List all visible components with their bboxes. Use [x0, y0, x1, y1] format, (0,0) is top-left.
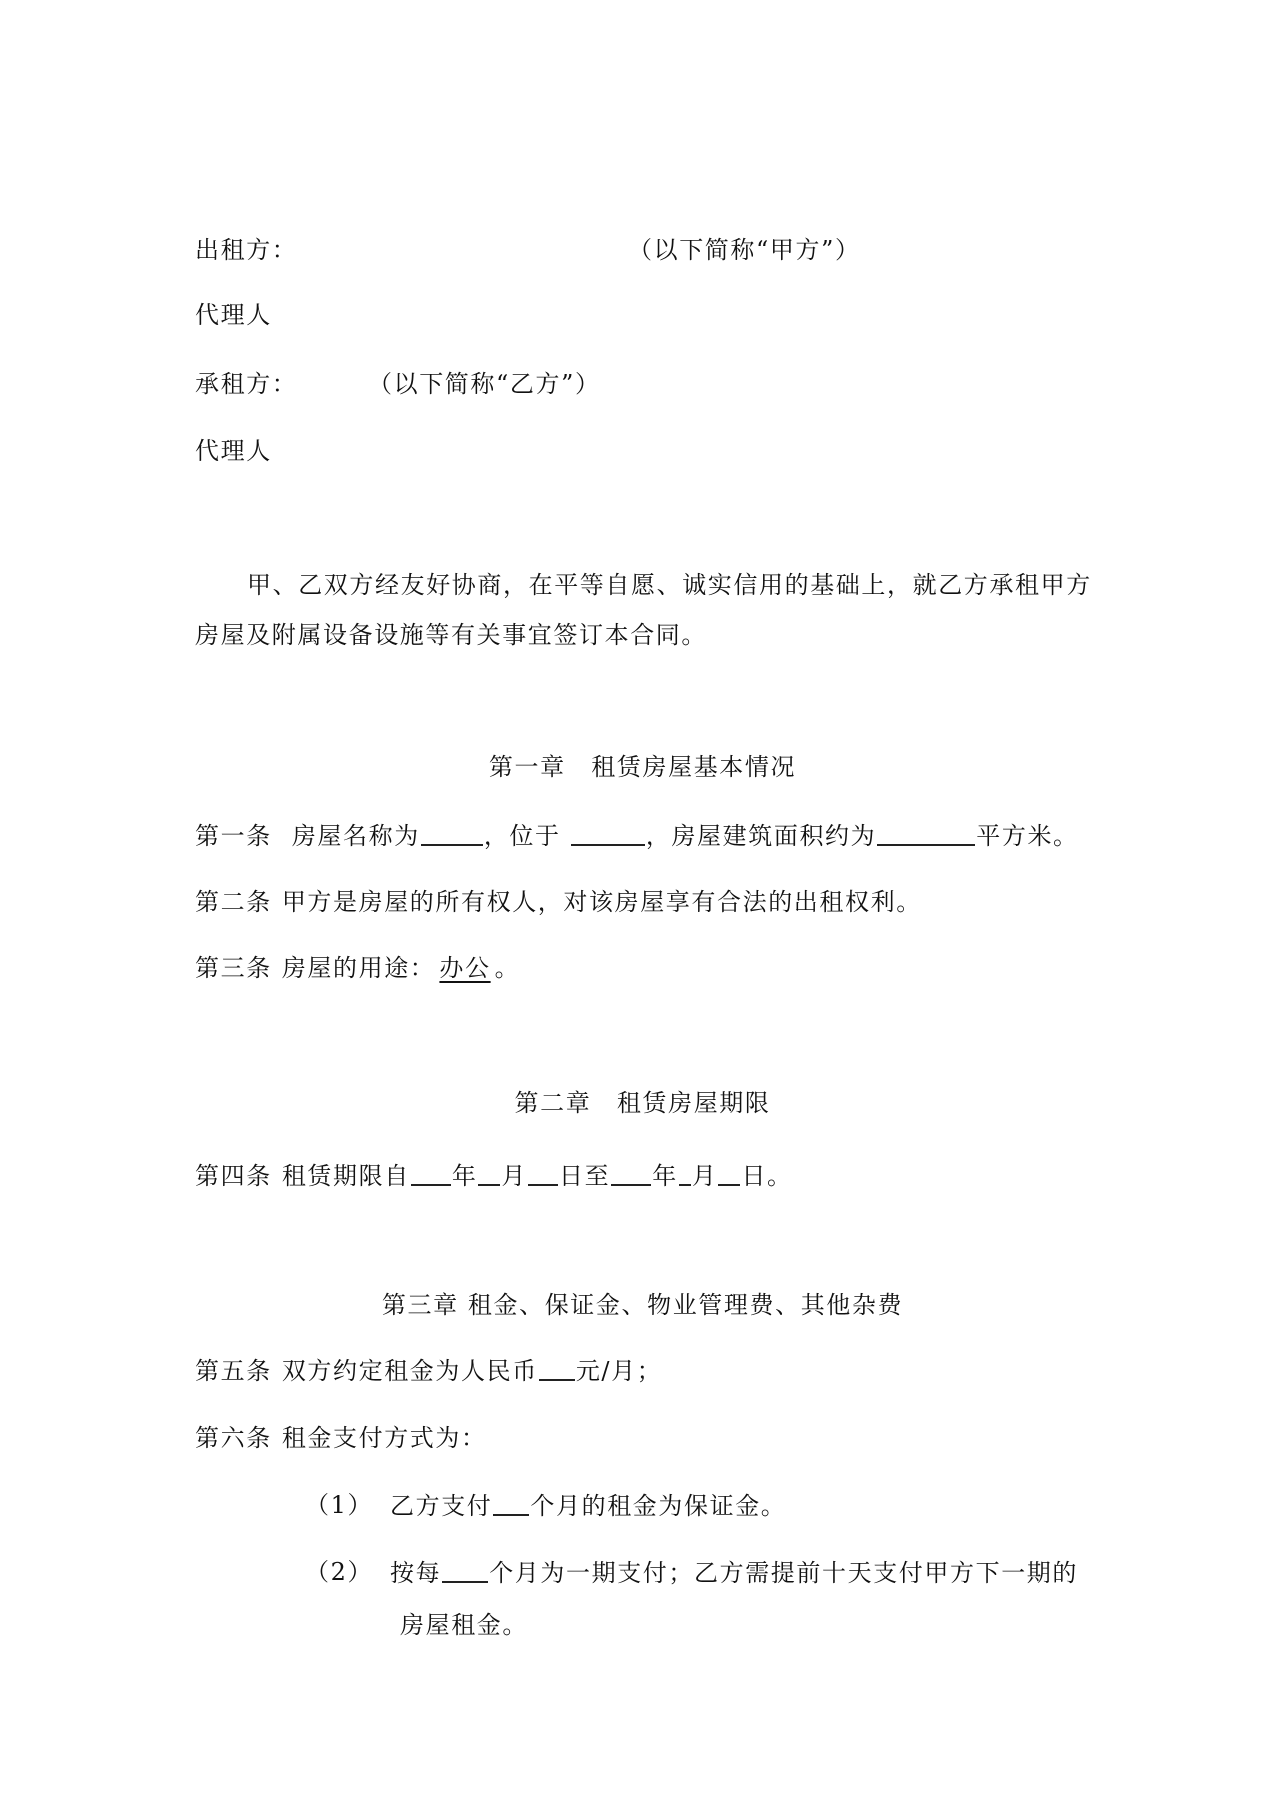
item-text: 个月的租金为保证金。	[530, 1492, 787, 1520]
article-text: 日至	[559, 1162, 611, 1190]
article-6	[195, 1423, 487, 1453]
article-text: 房屋名称为	[291, 822, 420, 850]
lessee-agent-line	[195, 436, 272, 466]
article-label: 第五条	[195, 1357, 272, 1385]
item-text: 房屋租金。	[400, 1611, 528, 1639]
article-text: 平方米。	[976, 822, 1079, 850]
article-1	[195, 820, 1079, 850]
preamble-text-2: 房屋及附属设备设施等有关事宜签订本合同。	[195, 621, 707, 649]
article-label: 第二条	[195, 888, 272, 916]
article-text: 。	[494, 954, 521, 982]
chapter-2-title	[195, 1088, 1090, 1118]
article-text: ，位于	[483, 822, 570, 850]
deposit-months-blank[interactable]	[493, 1490, 529, 1516]
start-year-blank[interactable]	[411, 1160, 451, 1186]
payment-item-1	[390, 1490, 786, 1520]
chapter-3-title-text: 第三章 租金、保证金、物业管理费、其他杂费	[381, 1291, 904, 1319]
item-number: （2）	[305, 1558, 374, 1586]
article-4	[195, 1160, 793, 1190]
payment-item-2-continuation	[400, 1610, 528, 1640]
lessor-label: 出租方：	[195, 236, 298, 264]
article-text: 月	[691, 1162, 718, 1190]
end-month-blank[interactable]	[679, 1160, 691, 1186]
lessor-alias	[628, 235, 861, 265]
preamble-line-1	[247, 570, 1092, 600]
article-text: 双方约定租金为人民币	[281, 1357, 538, 1385]
location-blank[interactable]	[571, 820, 645, 846]
lessor-agent-line	[195, 300, 272, 330]
chapter-3-title	[195, 1290, 1090, 1320]
rent-amount-blank[interactable]	[539, 1355, 575, 1381]
payment-item-2	[390, 1557, 1078, 1587]
area-blank[interactable]	[877, 820, 975, 846]
preamble-text-1: 甲、乙双方经友好协商，在平等自愿、诚实信用的基础上，就乙方承租甲方	[247, 571, 1092, 599]
house-name-blank[interactable]	[421, 820, 483, 846]
lessor-agent-label: 代理人	[195, 301, 272, 329]
start-month-blank[interactable]	[478, 1160, 500, 1186]
end-day-blank[interactable]	[718, 1160, 740, 1186]
article-label: 第三条	[195, 954, 272, 982]
article-text: ，房屋建筑面积约为	[645, 822, 877, 850]
article-label: 第一条	[195, 822, 272, 850]
lessee-agent-label: 代理人	[195, 437, 272, 465]
article-text: 房屋的用途：	[281, 954, 436, 982]
article-label: 第四条	[195, 1162, 272, 1190]
article-text: 租金支付方式为：	[281, 1424, 487, 1452]
payment-period-blank[interactable]	[442, 1557, 488, 1583]
chapter-1-title	[195, 752, 1090, 782]
item-number: （1）	[305, 1491, 374, 1519]
payment-item-2-number	[305, 1557, 373, 1587]
lessor-alias-text: （以下简称“甲方”）	[628, 236, 861, 264]
usage-value[interactable]: 办公	[439, 954, 491, 982]
lessee-label: 承租方：	[195, 370, 298, 398]
item-text: 个月为一期支付；乙方需提前十天支付甲方下一期的	[489, 1559, 1079, 1587]
lessee-alias	[368, 369, 601, 399]
article-text: 月	[501, 1162, 528, 1190]
article-text: 甲方是房屋的所有权人，对该房屋享有合法的出租权利。	[281, 888, 922, 916]
preamble-line-2	[195, 620, 707, 650]
article-3	[195, 953, 520, 983]
article-text: 年	[652, 1162, 678, 1190]
lessee-alias-text: （以下简称“乙方”）	[368, 370, 601, 398]
item-text: 按每	[390, 1559, 442, 1587]
article-text: 年	[451, 1162, 478, 1190]
article-2	[195, 887, 922, 917]
lessee-line	[195, 369, 297, 399]
end-year-blank[interactable]	[611, 1160, 651, 1186]
item-text: 乙方支付	[390, 1492, 493, 1520]
start-day-blank[interactable]	[528, 1160, 558, 1186]
article-text: 元/月；	[575, 1357, 663, 1385]
article-label: 第六条	[195, 1424, 272, 1452]
article-text: 日。	[741, 1162, 793, 1190]
article-text: 租赁期限自	[281, 1162, 410, 1190]
chapter-2-title-text: 第二章 租赁房屋期限	[514, 1089, 771, 1117]
lessor-line	[195, 235, 297, 265]
article-5	[195, 1355, 662, 1385]
chapter-1-title-text: 第一章 租赁房屋基本情况	[488, 753, 797, 781]
payment-item-1-number	[305, 1490, 373, 1520]
